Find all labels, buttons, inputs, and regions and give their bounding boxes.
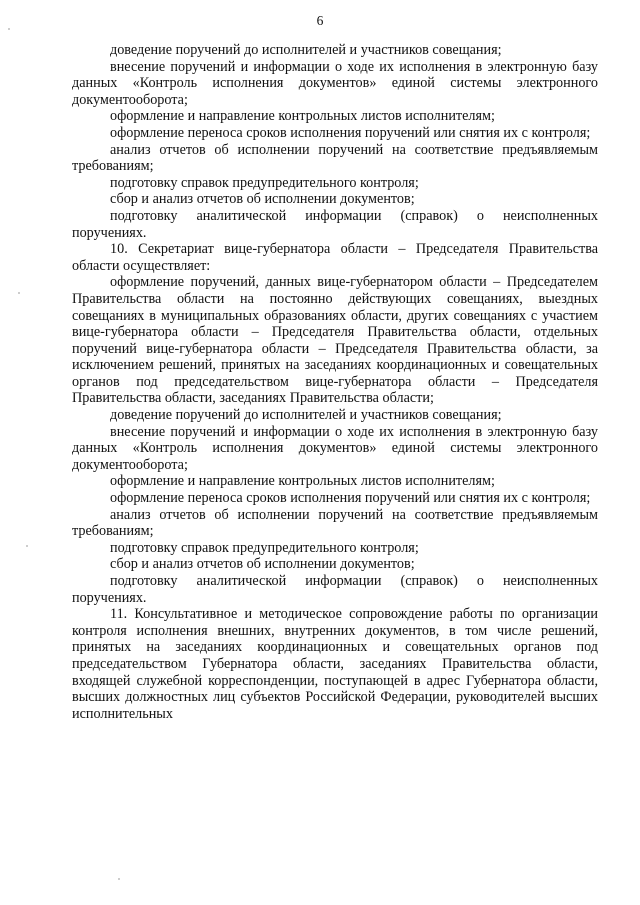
paragraph: оформление поручений, данных вице-губернатором области – Председателем Правительства области на постоянно действующих совещаниях, выездных совещаниях в муниципальных образованиях области, других совещаниях с участием вице-губернатора области – Председателя Правительства области, отдельных поручений вице-губернатора области – Председателя Правительства области, за исключением решений, принятых на заседаниях координационных и совещательных органов под председательством вице-губернатора области – Председателя Правительства области, заседаниях Правительства области;: [72, 274, 598, 407]
paragraph: оформление переноса сроков исполнения поручений или снятия их с контроля;: [110, 124, 591, 141]
paragraph: подготовку аналитической информации (справок) о неисполненных поручениях.: [72, 573, 598, 606]
paragraph: подготовку справок предупредительного контроля;: [110, 539, 419, 556]
section-heading-paragraph: 10. Секретариат вице-губернатора области – Председателя Правительства области осуществляет:: [72, 241, 598, 274]
paragraph: внесение поручений и информации о ходе их исполнения в электронную базу данных «Контроль исполнения документов» единой системы электронного документооборота;: [72, 58, 598, 108]
paragraph: анализ отчетов об исполнении поручений на соответствие предъявляемым требованиям;: [72, 141, 598, 175]
paragraph: внесение поручений и информации о ходе их исполнения в электронную базу данных «Контроль исполнения документов» единой системы электронного документооборота;: [72, 423, 598, 473]
paragraph: подготовку аналитической информации (справок) о неисполненных поручениях.: [72, 207, 598, 241]
paragraph: подготовку справок предупредительного контроля;: [110, 174, 419, 191]
scan-mark: [8, 28, 10, 30]
paragraph: оформление переноса сроков исполнения поручений или снятия их с контроля;: [110, 490, 591, 507]
scan-mark: [18, 292, 20, 294]
paragraph: анализ отчетов об исполнении поручений на соответствие предъявляемым требованиям;: [72, 506, 598, 540]
paragraph: сбор и анализ отчетов об исполнении документов;: [110, 556, 415, 573]
scan-mark: [26, 545, 28, 547]
scan-mark: [118, 878, 120, 880]
paragraph: сбор и анализ отчетов об исполнении документов;: [110, 191, 415, 208]
document-body: [72, 42, 598, 722]
section-heading-paragraph: 11. Консультативное и методическое сопровождение работы по организации контроля исполнения внешних, внутренних документов, в том числе решений, принятых на заседаниях координационных и совещательных органов под председательством Губернатора области, заседаниях Правительства области, входящей служебной корреспонденции, поступающей в адрес Губернатора области, высших должностных лиц субъектов Российской Федерации, руководителей высших исполнительных: [72, 606, 598, 722]
paragraph: доведение поручений до исполнителей и участников совещания;: [110, 42, 502, 58]
paragraph: оформление и направление контрольных листов исполнителям;: [110, 108, 495, 125]
page-number: 6: [316, 13, 324, 28]
paragraph: оформление и направление контрольных листов исполнителям;: [110, 473, 495, 490]
paragraph: доведение поручений до исполнителей и участников совещания;: [110, 407, 502, 424]
